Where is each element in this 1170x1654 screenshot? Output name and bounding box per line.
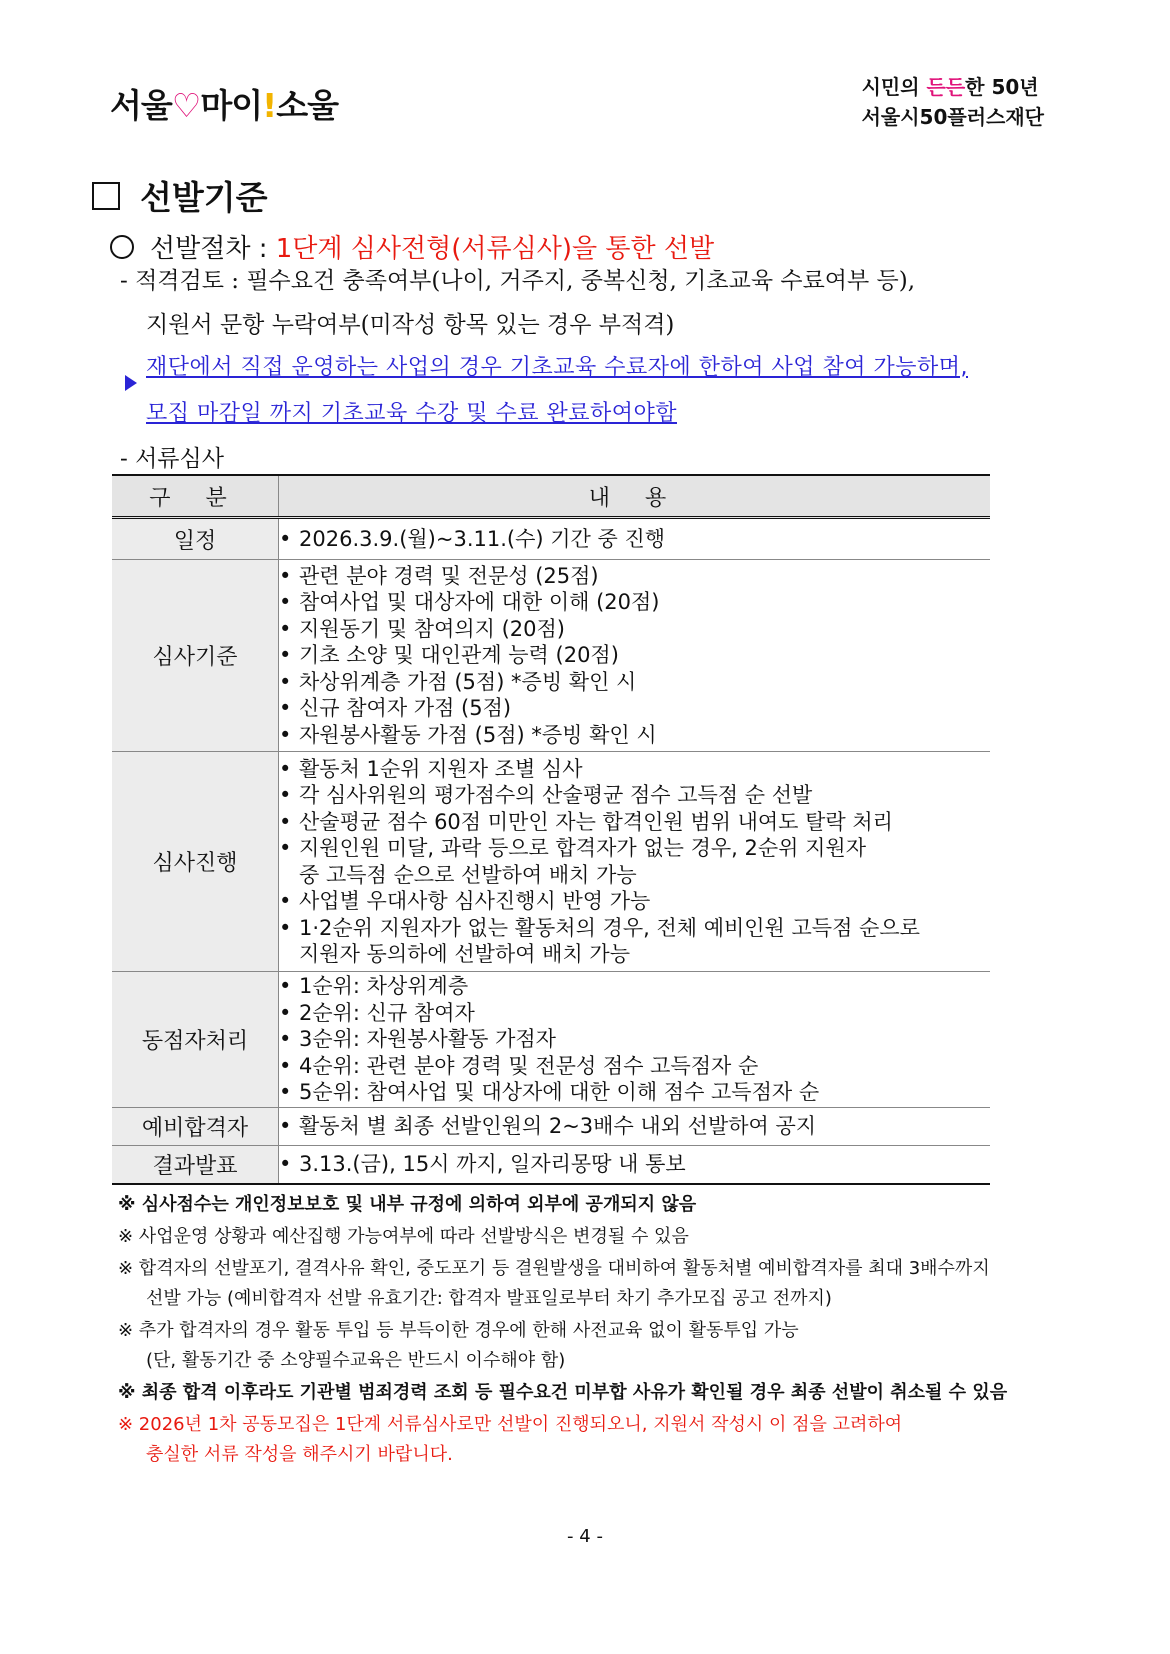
list-item: 지원자 동의하에 선발하여 배치 가능 [299, 942, 630, 966]
list-item: • 3순위: 자원봉사활동 가점자 [279, 1026, 990, 1053]
table-row [112, 752, 990, 972]
note-additional-line-1: ※ 추가 합격자의 경우 활동 투입 등 부득이한 경우에 한해 사전교육 없이 활동투입 가능 [118, 1320, 799, 1341]
note-2026-line-2: 충실한 서류 작성을 해주시기 바랍니다. [146, 1444, 453, 1465]
note-reserve-line-2: 선발 가능 (예비합격자 선발 유효기간: 합격자 발표일로부터 차기 추가모집 공고 전까지) [146, 1288, 832, 1309]
list-item: • 5순위: 참여사업 및 대상자에 대한 이해 점수 고득점자 순 [279, 1079, 990, 1106]
table-row [112, 560, 990, 752]
exclamation-icon: ! [262, 86, 277, 125]
review-table [112, 474, 990, 1185]
list-item: • 각 심사위원의 평가점수의 산술평균 점수 고득점 순 선발 [279, 782, 990, 809]
list-item: 중 고득점 순으로 선발하여 배치 가능 [299, 862, 637, 887]
table-row [112, 518, 990, 560]
row-category: 결과발표 [112, 1146, 279, 1184]
list-item: • 1·2순위 지원자가 없는 활동처의 경우, 전체 예비인원 고득점 순으로 [279, 915, 990, 942]
note-additional-line-2: (단, 활동기간 중 소양필수교육은 반드시 이수해야 함) [146, 1350, 566, 1371]
list-item: • 관련 분야 경력 및 전문성 (25점) [279, 563, 990, 590]
row-category: 심사기준 [112, 560, 279, 752]
table-row [112, 1146, 990, 1184]
table-header-row [112, 475, 990, 518]
row-category: 예비합격자 [112, 1108, 279, 1146]
list-item: • 기초 소양 및 대인관계 능력 (20점) [279, 642, 990, 669]
eligibility-line-1: - 적격검토 : 필수요건 충족여부(나이, 거주지, 중복신청, 기초교육 수료여부 등), [120, 268, 916, 294]
header-category: 구 분 [112, 475, 279, 518]
note-2026-line-1: ※ 2026년 1차 공동모집은 1단계 서류심사로만 선발이 진행되오니, 지원서 작성시 이 점을 고려하여 [118, 1414, 903, 1435]
note-score-private: ※ 심사점수는 개인정보보호 및 내부 규정에 의하여 외부에 공개되지 않음 [118, 1194, 697, 1215]
selection-procedure: 선발절차 : 1단계 심사전형(서류심사)을 통한 선발 [110, 228, 714, 265]
list-item: • 참여사업 및 대상자에 대한 이해 (20점) [279, 589, 990, 616]
list-item: • 활동처 별 최종 선발인원의 2~3배수 내외 선발하여 공지 [279, 1113, 990, 1140]
circle-bullet-icon [110, 235, 134, 259]
foundation-logo: 시민의 든든한 50년 서울시50플러스재단 [861, 75, 1044, 129]
note-reserve-line-1: ※ 합격자의 선발포기, 결격사유 확인, 중도포기 등 결원발생을 대비하여 활동처별 예비합격자를 최대 3배수까지 [118, 1258, 990, 1279]
list-item: • 차상위계층 가점 (5점) *증빙 확인 시 [279, 669, 990, 696]
list-item: • 4순위: 관련 분야 경력 및 전문성 점수 고득점자 순 [279, 1053, 990, 1080]
row-category: 심사진행 [112, 752, 279, 972]
heart-icon: ♡ [171, 86, 201, 125]
list-item: • 지원인원 미달, 과락 등으로 합격자가 없는 경우, 2순위 지원자 [279, 835, 990, 862]
list-item: • 사업별 우대사항 심사진행시 반영 가능 [279, 888, 990, 915]
list-item: • 3.13.(금), 15시 까지, 일자리몽땅 내 통보 [279, 1151, 990, 1178]
table-row [112, 1108, 990, 1146]
notice-line-1: 재단에서 직접 운영하는 사업의 경우 기초교육 수료자에 한하여 사업 참여 가능하며, [146, 355, 968, 380]
note-method-change: ※ 사업운영 상황과 예산집행 가능여부에 따라 선발방식은 변경될 수 있음 [118, 1226, 689, 1247]
review-label: - 서류심사 [120, 446, 224, 472]
page-number: - 4 - [567, 1526, 603, 1547]
seoul-my-soul-logo: 서울♡마이!소울 [110, 86, 338, 125]
list-item: • 자원봉사활동 가점 (5점) *증빙 확인 시 [279, 722, 990, 749]
row-category: 동점자처리 [112, 972, 279, 1108]
list-item: • 2순위: 신규 참여자 [279, 1000, 990, 1027]
list-item: • 활동처 1순위 지원자 조별 심사 [279, 756, 990, 783]
triangle-bullet-icon [125, 375, 137, 391]
list-item: • 2026.3.9.(월)~3.11.(수) 기간 중 진행 [279, 526, 990, 553]
header-content: 내 용 [279, 475, 991, 518]
eligibility-line-2: 지원서 문항 누락여부(미작성 항목 있는 경우 부적격) [146, 312, 675, 338]
list-item: • 지원동기 및 참여의지 (20점) [279, 616, 990, 643]
table-row [112, 972, 990, 1108]
list-item: • 1순위: 차상위계층 [279, 973, 990, 1000]
note-cancel: ※ 최종 합격 이후라도 기관별 범죄경력 조회 등 필수요건 미부합 사유가 확인될 경우 최종 선발이 취소될 수 있음 [118, 1382, 1008, 1403]
section-title: 선발기준 [92, 172, 268, 219]
notice-line-2: 모집 마감일 까지 기초교육 수강 및 수료 완료하여야함 [146, 401, 677, 426]
list-item: • 산술평균 점수 60점 미만인 자는 합격인원 범위 내여도 탈락 처리 [279, 809, 990, 836]
row-category: 일정 [112, 518, 279, 560]
checkbox-square-icon [92, 182, 120, 210]
list-item: • 신규 참여자 가점 (5점) [279, 695, 990, 722]
